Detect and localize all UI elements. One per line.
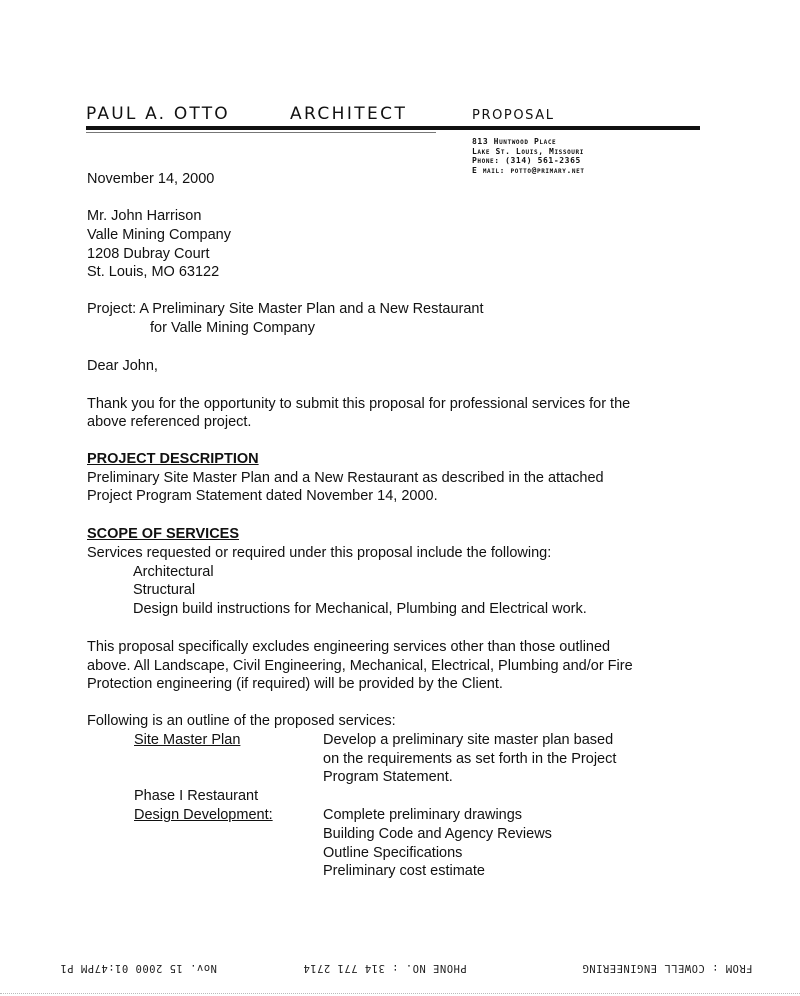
scope-item: Architectural	[133, 564, 214, 580]
fax-edge-rule	[0, 993, 800, 994]
design-development-desc: Outline Specifications	[323, 845, 463, 861]
outline-lead: Following is an outline of the proposed services:	[87, 713, 396, 729]
design-development-desc: Building Code and Agency Reviews	[323, 826, 552, 842]
recipient-city: St. Louis, MO 63122	[87, 264, 220, 280]
fax-phone: PHONE NO. : 314 771 2714	[303, 962, 467, 974]
letter-date: November 14, 2000	[87, 171, 215, 187]
letterhead-rule	[86, 126, 700, 130]
project-description-line-2: Project Program Statement dated November 14, 2000.	[87, 488, 438, 504]
letterhead-contact	[472, 137, 585, 175]
letterhead-rule-shadow	[86, 132, 436, 133]
scope-heading: SCOPE OF SERVICES	[87, 526, 240, 542]
site-master-plan-desc: Develop a preliminary site master plan based	[323, 732, 614, 748]
site-master-plan-desc: on the requirements as set forth in the Project	[323, 751, 617, 767]
design-development-label: Design Development:	[134, 807, 273, 823]
exclusions-line-3: Protection engineering (if required) will be provided by the Client.	[87, 676, 503, 692]
design-development-desc: Complete preliminary drawings	[323, 807, 523, 823]
project-line-2: for Valle Mining Company	[150, 320, 315, 336]
recipient-street: 1208 Dubray Court	[87, 246, 210, 262]
project-line-1: Project: A Preliminary Site Master Plan and a New Restaurant	[87, 301, 484, 317]
scope-lead: Services requested or required under this proposal include the following:	[87, 545, 552, 561]
letterhead-phone: Phone: (314) 561-2365	[472, 156, 581, 165]
letterhead-address-line-2: Lake St. Louis, Missouri	[472, 146, 584, 156]
letterhead-name: PAUL A. OTTO	[86, 104, 230, 124]
scope-item: Design build instructions for Mechanical, Plumbing and Electrical work.	[133, 601, 587, 617]
site-master-plan-desc: Program Statement.	[323, 769, 453, 785]
fax-date: Nov. 15 2000 01:47PM P1	[60, 962, 217, 974]
intro-line-1: Thank you for the opportunity to submit this proposal for professional services for the	[87, 396, 631, 412]
recipient-company: Valle Mining Company	[87, 227, 231, 243]
letterhead-email: E mail: potto@primary.net	[472, 165, 585, 175]
letterhead-title: ARCHITECT	[290, 104, 408, 124]
letterhead-address-line-1: 813 Huntwood Place	[472, 137, 557, 146]
project-description-line-1: Preliminary Site Master Plan and a New Restaurant as described in the attached	[87, 470, 604, 486]
letterhead-doc-type: PROPOSAL	[472, 108, 555, 123]
project-description-heading: PROJECT DESCRIPTION	[87, 451, 259, 467]
design-development-desc: Preliminary cost estimate	[323, 863, 485, 879]
intro-line-2: above referenced project.	[87, 414, 252, 430]
recipient-name: Mr. John Harrison	[87, 208, 202, 224]
scope-item: Structural	[133, 582, 196, 598]
site-master-plan-label: Site Master Plan	[134, 732, 241, 748]
phase-label: Phase I Restaurant	[134, 788, 259, 804]
exclusions-line-1: This proposal specifically excludes engineering services other than those outlined	[87, 639, 611, 655]
fax-from: FROM : COWELL ENGINEERING	[582, 962, 753, 974]
salutation: Dear John,	[87, 358, 158, 374]
exclusions-line-2: above. All Landscape, Civil Engineering, Mechanical, Electrical, Plumbing and/or Fire	[87, 658, 633, 674]
